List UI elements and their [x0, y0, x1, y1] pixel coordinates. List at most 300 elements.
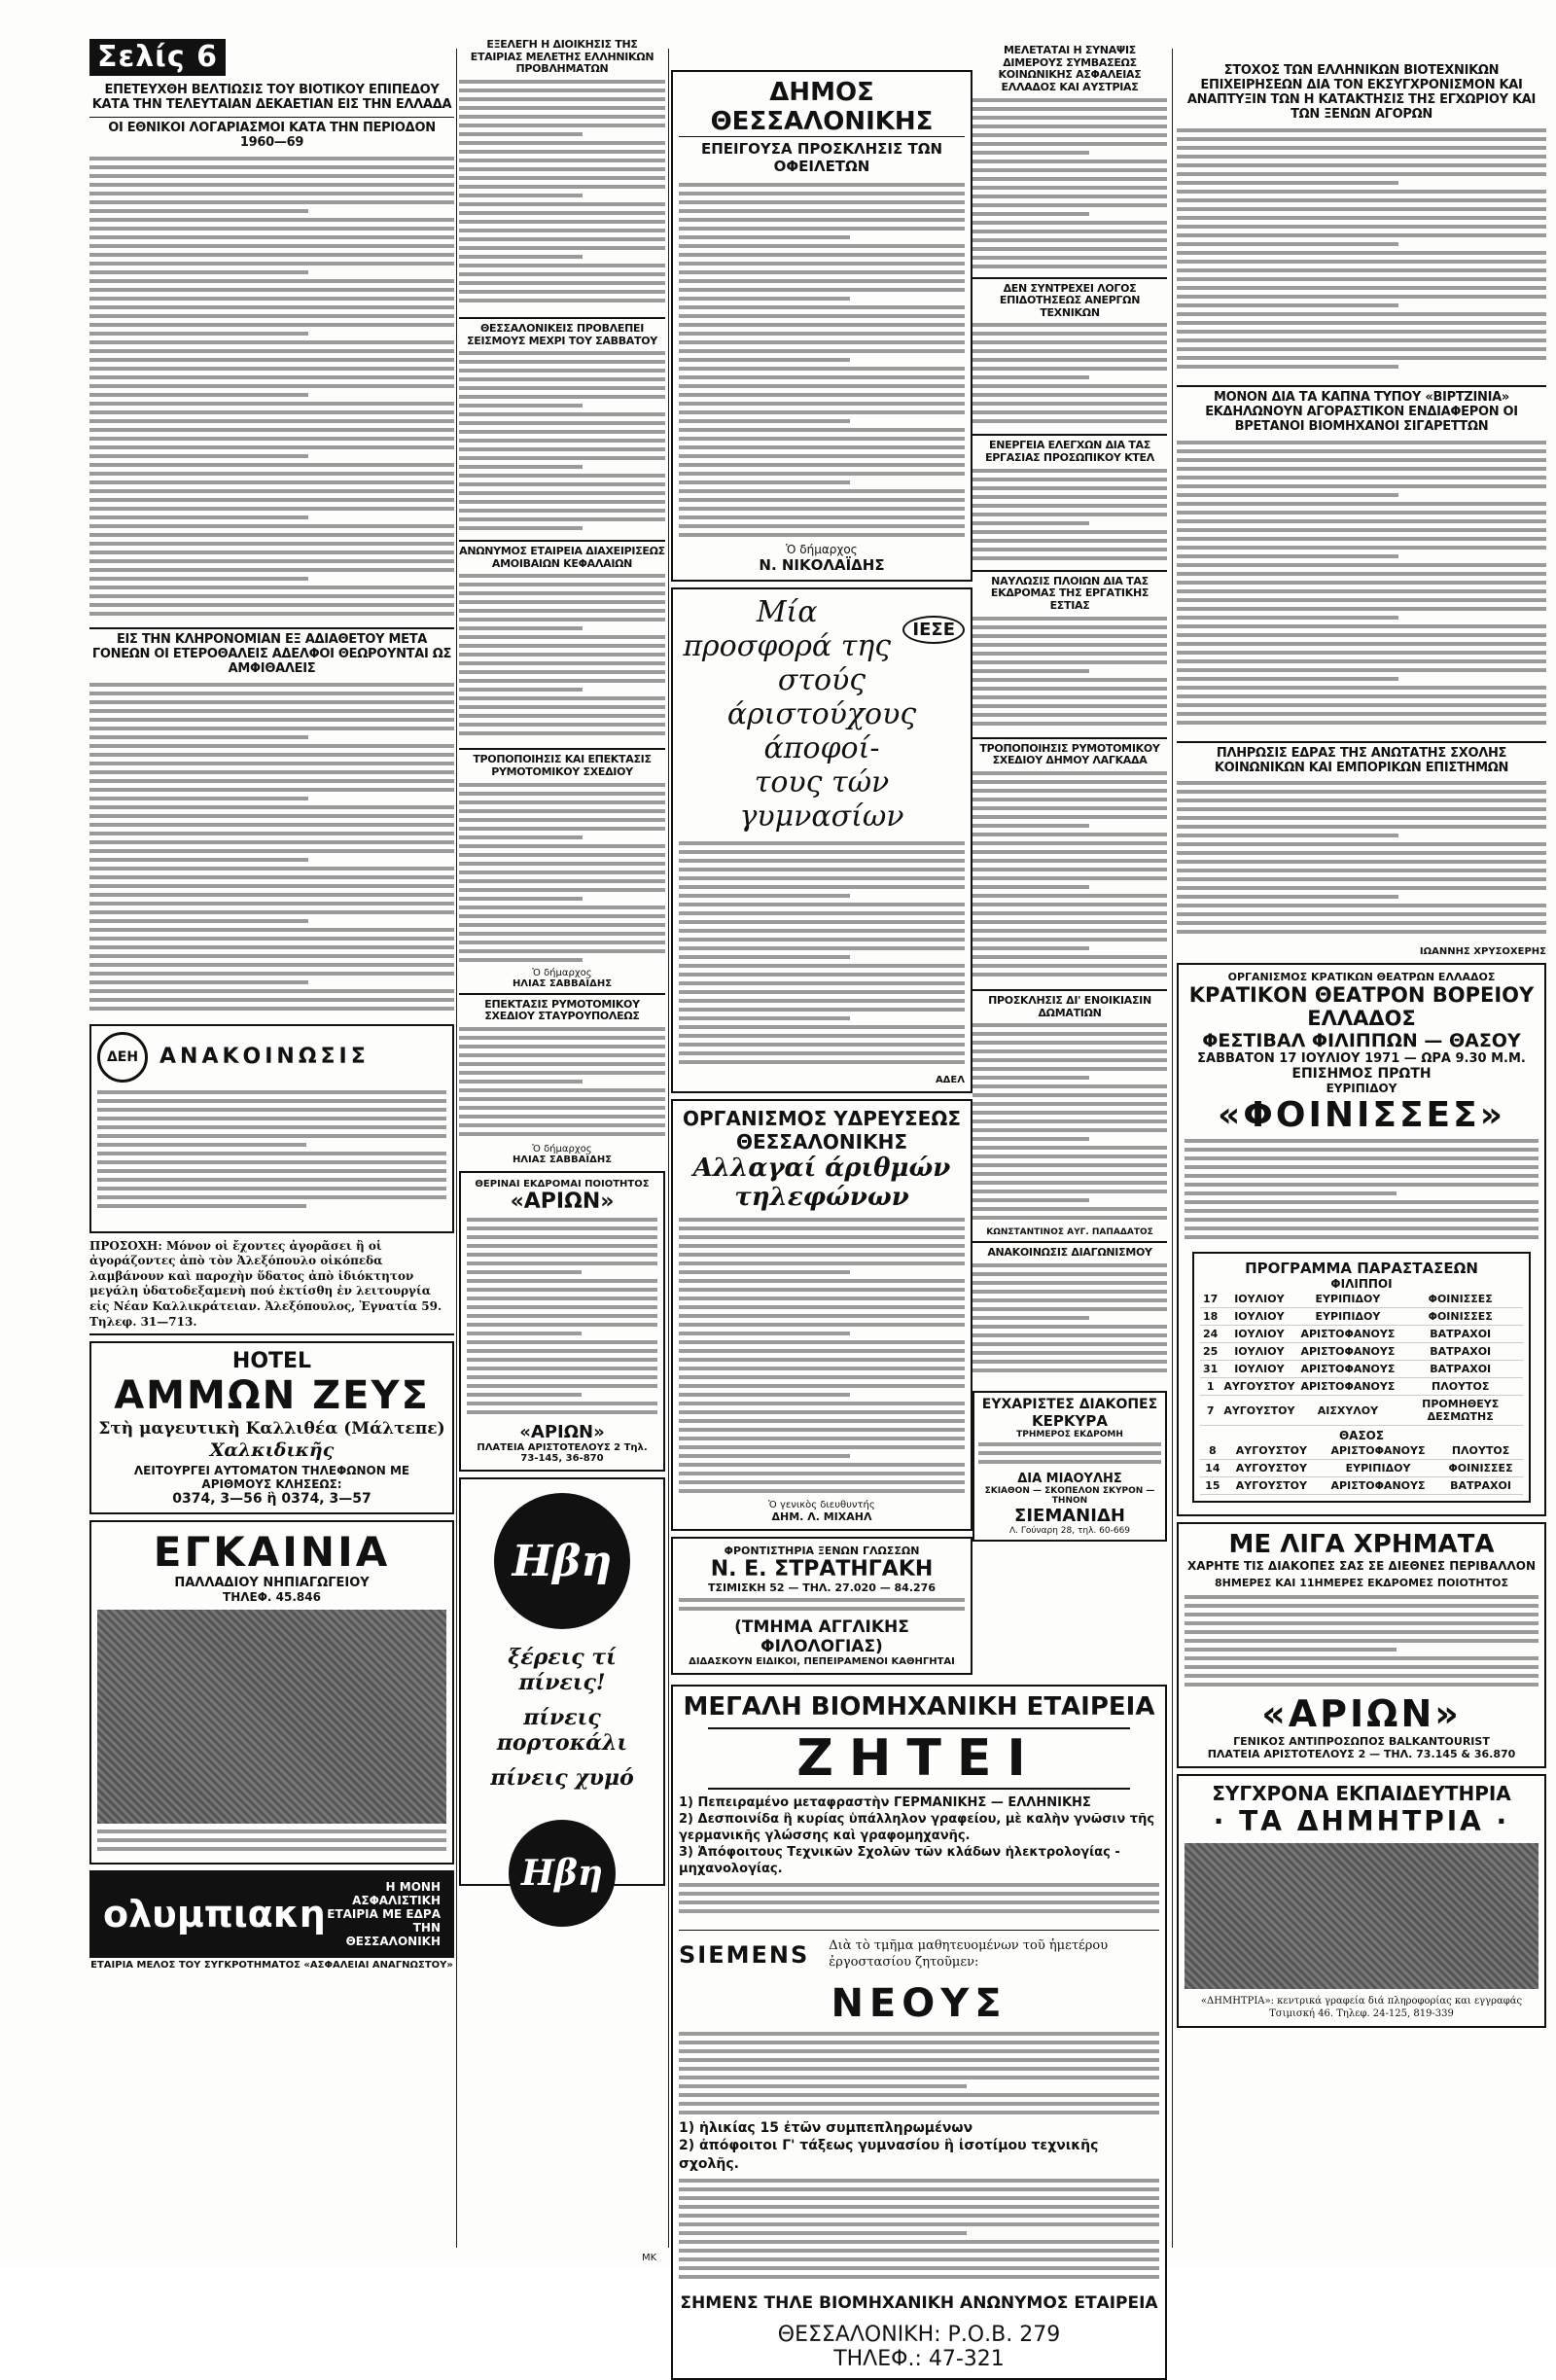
text-line [89, 332, 308, 336]
article-body [89, 683, 454, 1018]
text-line [459, 299, 665, 302]
programme-row [1200, 1326, 1523, 1343]
text-line [1177, 347, 1546, 351]
text-line [972, 1111, 1167, 1115]
text-line [1177, 895, 1398, 899]
text-line [97, 1108, 446, 1112]
page-number-badge: Σελίς 6 [89, 39, 226, 76]
text-line [459, 897, 583, 901]
text-line [679, 367, 965, 371]
text-line [679, 489, 965, 493]
text-line [972, 1198, 1089, 1202]
text-line [1177, 321, 1546, 325]
ivi-ad [459, 1477, 665, 1895]
text-line [1177, 589, 1546, 593]
programme-cell: ΕΥΡΙΠΙΔΟΥ [1318, 1460, 1438, 1477]
text-line [679, 218, 965, 222]
text-line [459, 705, 665, 709]
text-line [978, 1442, 1161, 1446]
programme-row [1200, 1291, 1523, 1308]
programme-cell: ΒΑΤΡΑΧΟΙ [1438, 1477, 1523, 1495]
article-body [459, 783, 665, 968]
text-line [1177, 260, 1546, 264]
text-line [1177, 312, 1546, 316]
programme-row [1200, 1396, 1523, 1426]
text-line [1177, 598, 1546, 602]
text-line [459, 600, 665, 604]
text-line [89, 954, 454, 958]
article-headline: ΤΡΟΠΟΠΟΙΗΣΙΣ ΡΥΜΟΤΟΜΙΚΟΥ ΣΧΕΔΙΟΥ ΔΗΜΟΥ ΛΑΓΚΑΔΑ [979, 741, 1160, 767]
article-headline: ΝΑΥΛΩΣΙΣ ΠΛΟΙΩΝ ΔΙΑ ΤΑΣ ΕΚΔΡΟΜΑΣ ΤΗΣ ΕΡΓΑΤΙΚΗΣ ΕΣΤΙΑΣ [990, 574, 1149, 613]
dimitria-kicker: ΣΥΓΧΡΟΝΑ ΕΚΠΑΙΔΕΥΤΗΡΙΑ [1212, 1782, 1511, 1806]
water-phone-list [679, 1218, 965, 1500]
text-line [89, 270, 308, 274]
text-line [1177, 198, 1546, 202]
text-line [89, 437, 454, 441]
footer-mark: ΜΚ [642, 2253, 657, 2263]
text-line [679, 2249, 1159, 2253]
text-line [972, 625, 1167, 629]
text-line [459, 237, 665, 241]
text-line [972, 938, 1167, 941]
text-line [89, 559, 454, 563]
article-body [89, 157, 454, 623]
egkainia-tel: ΤΗΛΕΦ. 45.846 [223, 1590, 321, 1605]
siemens-item: 1) Πεπειραμένο μεταφραστὴν ΓΕΡΜΑΝΙΚΗΣ — ΕΛΛΗΝΙΚΗΣ [679, 1795, 1091, 1810]
strat-name: Ν. Ε. ΣΤΡΑΤΗΓΑΚΗ [710, 1557, 934, 1581]
text-line [89, 858, 308, 862]
text-line [89, 200, 454, 204]
text-line [679, 1051, 965, 1055]
text-line [972, 806, 1167, 810]
text-line [679, 894, 850, 898]
kerkyra-title: ΕΥΧΑΡΙΣΤΕΣ ΔΙΑΚΟΠΕΣ [981, 1396, 1158, 1412]
text-line [459, 583, 665, 586]
article-headline: ΕΞΕΛΕΓΗ Η ΔΙΟΙΚΗΣΙΣ ΤΗΣ ΕΤΑΙΡΙΑΣ ΜΕΛΕΤΗΣ ΕΛΛΗΝΙΚΩΝ ΠΡΟΒΛΗΜΑΤΩΝ [470, 38, 654, 76]
programme-cell: ΦΟΙΝΙΣΣΕΣ [1397, 1291, 1523, 1308]
text-line [679, 1270, 850, 1274]
text-line [679, 1253, 965, 1257]
text-line [679, 1034, 965, 1038]
iese-body [679, 841, 965, 1075]
text-line [459, 644, 665, 648]
ivi-logo-icon: Ηβη [509, 1820, 616, 1927]
text-line [972, 340, 1167, 344]
text-line [972, 798, 1167, 801]
text-line [459, 80, 665, 84]
text-line [459, 202, 665, 206]
column-e [1177, 64, 1546, 2248]
olympiaki-tagline: Η ΜΟΝΗ ΑΣΦΑΛΙΣΤΙΚΗ ΕΤΑΙΡΙΑ ΜΕ ΕΔΡΑ ΤΗΝ ΘΕΣΣΑΛΟΝΙΚΗ [327, 1880, 441, 1949]
text-line [1185, 1674, 1538, 1678]
text-line [459, 958, 583, 962]
text-line [89, 192, 454, 195]
article-body [972, 323, 1167, 430]
text-line [89, 980, 308, 984]
text-line [1185, 1148, 1538, 1152]
text-line [459, 696, 665, 700]
text-line [89, 472, 454, 476]
text-line [972, 504, 1167, 508]
siemens-item: 2) Δεσποινίδα ἢ κυρίας ὑπάλληλον γραφείου, μὲ καλὴν γνῶσιν τῆς γερμανικῆς γλώσσης καὶ γραφομηχανῆς. [679, 1811, 1155, 1843]
programme-cell: ΙΟΥΛΙΟΥ [1220, 1308, 1297, 1326]
text-line [679, 533, 965, 537]
text-line [972, 1181, 1167, 1185]
strat-dept: (ΤΜΗΜΑ ΑΓΓΛΙΚΗΣ ΦΙΛΟΛΟΓΙΑΣ) [734, 1617, 909, 1656]
column-rule [668, 49, 669, 2248]
text-line [972, 634, 1167, 638]
text-line [972, 841, 1167, 845]
text-line [679, 209, 965, 213]
text-line [679, 1437, 965, 1440]
text-line [679, 964, 965, 968]
text-line [679, 981, 965, 985]
text-line [459, 679, 665, 683]
text-line [679, 2084, 967, 2088]
kerkyra-islands: ΣΚΙΑΘΟΝ — ΣΚΟΠΕΛΟΝ ΣΚΥΡΟΝ — ΤΗΝΟΝ [984, 1485, 1155, 1506]
school-building-photo [1185, 1843, 1538, 1989]
text-line [972, 1290, 1167, 1294]
text-line [1177, 268, 1546, 272]
text-line [459, 1053, 665, 1057]
article-headline: ΑΝΩΝΥΜΟΣ ΕΤΑΙΡΕΙΑ ΔΙΑΧΕΙΡΙΣΕΩΣ ΑΜΟΙΒΑΙΩΝ ΚΕΦΑΛΑΙΩΝ [459, 545, 665, 570]
text-line [679, 410, 965, 414]
article-headline: ΘΕΣΣΑΛΟΝΙΚΕΙΣ ΠΡΟΒΛΕΠΕΙ ΣΕΙΣΜΟΥΣ ΜΕΧΡΙ ΤΟΥ ΣΑΒΒΑΤΟΥ [467, 321, 657, 347]
text-line [459, 430, 665, 434]
travel-sub: ΧΑΡΗΤΕ ΤΙΣ ΔΙΑΚΟΠΕΣ ΣΑΣ ΣΕ ΔΙΕΘΝΕΣ ΠΕΡΙΒΑΛΛΟΝ [1186, 1559, 1537, 1574]
text-line [459, 412, 665, 416]
text-line [459, 386, 665, 390]
text-line [89, 718, 454, 722]
text-line [1177, 449, 1546, 453]
text-line [459, 176, 665, 180]
text-line [972, 713, 1167, 717]
programme-venue: ΦΙΛΙΠΠΟΙ [1330, 1277, 1393, 1292]
text-line [1177, 721, 1546, 725]
iese-signoff: ΑΔΕΛ [935, 1075, 965, 1085]
text-line [679, 419, 850, 423]
text-line [972, 789, 1167, 793]
text-line [89, 788, 454, 792]
text-line [972, 410, 1167, 414]
text-line [459, 491, 665, 495]
text-line [459, 185, 665, 189]
text-line [467, 1384, 657, 1388]
text-line [89, 577, 308, 581]
text-line [459, 290, 665, 294]
text-line [679, 1445, 965, 1449]
text-line [89, 480, 454, 484]
programme-row [1200, 1477, 1523, 1495]
text-line [89, 998, 454, 1002]
iese-line: Μία προσφορά της [683, 595, 892, 663]
text-line [89, 893, 454, 897]
text-line [459, 862, 665, 866]
text-line [679, 428, 965, 432]
text-line [972, 1216, 1167, 1220]
programme-title: ΠΡΟΓΡΑΜΜΑ ΠΑΡΑΣΤΑΣΕΩΝ [1245, 1260, 1478, 1278]
text-line [89, 814, 454, 818]
programme-cell: ΑΡΙΣΤΟΦΑΝΟΥΣ [1297, 1343, 1397, 1361]
programme-cell: 25 [1200, 1343, 1220, 1361]
text-line [89, 288, 454, 292]
text-line [89, 972, 454, 976]
iese-line: τους τών γυμνασίων [739, 765, 904, 834]
text-line [459, 1097, 665, 1101]
programme-cell: 17 [1200, 1291, 1220, 1308]
signoff-name: ΗΛΙΑΣ ΣΑΒΒΑΪΔΗΣ [512, 1154, 613, 1166]
hotel-region: Χαλκιδικῆς [209, 1439, 335, 1462]
text-line [1177, 365, 1398, 369]
programme-cell: ΙΟΥΛΙΟΥ [1220, 1291, 1297, 1308]
text-line [89, 393, 308, 397]
text-line [972, 1325, 1167, 1329]
text-line [459, 229, 665, 232]
article-body [972, 469, 1167, 566]
text-line [89, 402, 454, 406]
text-line [1177, 207, 1546, 211]
text-line [1177, 921, 1546, 925]
article-body [459, 1027, 665, 1144]
programme-table-thasos [1200, 1442, 1523, 1495]
travel-body [1185, 1595, 1538, 1692]
text-line [679, 1261, 965, 1265]
travel-address: ΠΛΑΤΕΙΑ ΑΡΙΣΤΟΤΕΛΟΥΣ 2 — ΤΗΛ. 73.145 & 36.870 [1207, 1748, 1516, 1761]
text-line [1177, 668, 1546, 672]
text-line [972, 1307, 1167, 1311]
text-line [1185, 1174, 1538, 1178]
text-line [972, 265, 1167, 268]
text-line [1177, 493, 1398, 497]
programme-cell: ΙΟΥΛΙΟΥ [1220, 1343, 1297, 1361]
programme-cell: ΙΟΥΛΙΟΥ [1220, 1361, 1297, 1378]
text-line [467, 1358, 657, 1362]
text-line [972, 704, 1167, 708]
text-line [1185, 1630, 1538, 1634]
text-line [972, 903, 1167, 906]
text-line [1177, 694, 1546, 698]
text-line [89, 305, 454, 309]
text-line [972, 1298, 1167, 1302]
text-line [97, 1090, 446, 1094]
text-line [89, 445, 454, 449]
text-line [459, 1062, 665, 1066]
text-line [459, 369, 665, 373]
text-line [89, 244, 454, 248]
text-line [1177, 476, 1546, 480]
text-line [459, 661, 665, 665]
text-line [97, 1204, 306, 1208]
text-line [459, 609, 665, 613]
text-line [459, 360, 665, 364]
article-headline: ΕΙΣ ΤΗΝ ΚΛΗΡΟΝΟΜΙΑΝ ΕΞ ΑΔΙΑΘΕΤΟΥ ΜΕΤΑ ΓΟΝΕΩΝ ΟΙ ΕΤΕΡΟΘΑΛΕΙΣ ΑΔΕΛΦΟΙ ΘΕΩΡΟΥΝΤΑΙ ΩΣ ΑΜΦΙΘΑΛΕΙΣ [91, 631, 452, 676]
text-line [1185, 1656, 1538, 1660]
text-line [679, 1402, 965, 1405]
text-line [679, 1358, 965, 1362]
article-headline: ΕΠΕΤΕΥΧΘΗ ΒΕΛΤΙΩΣΙΣ ΤΟΥ ΒΙΟΤΙΚΟΥ ΕΠΙΠΕΔΟΥ ΚΑΤΑ ΤΗΝ ΤΕΛΕΥΤΑΙΑΝ ΔΕΚΑΕΤΙΑΝ ΕΙΣ ΤΗΝ ΕΛΛΑΔΑ [91, 83, 452, 112]
text-line [89, 507, 454, 511]
text-line [467, 1340, 657, 1344]
article-body [972, 98, 1167, 273]
text-line [679, 332, 965, 336]
text-line [459, 1036, 665, 1040]
text-line [679, 1226, 965, 1230]
text-line [679, 183, 965, 187]
dimos-body [679, 183, 965, 543]
text-line [459, 351, 665, 355]
text-line [459, 465, 583, 469]
text-line [97, 1169, 446, 1173]
text-line [467, 1226, 657, 1230]
text-line [679, 2257, 1159, 2261]
text-line [89, 586, 454, 589]
programme-cell: ΑΡΙΣΤΟΦΑΝΟΥΣ [1318, 1477, 1438, 1495]
text-line [459, 526, 583, 530]
text-line [459, 377, 665, 381]
iese-logo-icon: ΙΕΣΕ [902, 616, 965, 644]
text-line [89, 323, 454, 327]
text-line [679, 1279, 965, 1283]
arion-kicker: ΘΕΡΙΝΑΙ ΕΚΔΡΟΜΑΙ ΠΟΙΟΤΗΤΟΣ [475, 1179, 650, 1190]
hotel-phone-label: ΛΕΙΤΟΥΡΓΕΙ ΑΥΤΟΜΑΤΟΝ ΤΗΛΕΦΩΝΟΝ ΜΕ ΑΡΙΘΜΟΥΣ ΚΛΗΣΕΩΣ: [133, 1464, 410, 1492]
text-line [972, 367, 1167, 371]
text-line [679, 1428, 965, 1432]
text-line [1177, 703, 1546, 707]
dei-logo-icon: ΔΕΗ [97, 1032, 148, 1083]
programme-row [1200, 1378, 1523, 1396]
text-line [89, 551, 454, 554]
text-line [1177, 163, 1546, 167]
ivi-logo-icon: Ηβη [494, 1493, 630, 1629]
column-rule [1172, 49, 1173, 2248]
dimos-announcement [671, 70, 972, 582]
text-line [972, 911, 1167, 915]
text-line [679, 1314, 965, 1318]
text-line [467, 1270, 582, 1274]
text-line [97, 1847, 446, 1851]
text-line [972, 1067, 1167, 1071]
text-line [89, 805, 454, 809]
text-line [459, 914, 665, 918]
text-line [972, 521, 1089, 525]
text-line [1177, 251, 1546, 255]
text-line [459, 1045, 665, 1048]
text-line [972, 151, 1089, 155]
text-line [972, 478, 1167, 481]
text-line [679, 349, 965, 353]
text-line [1177, 807, 1546, 811]
text-line [679, 1480, 965, 1484]
text-line [972, 402, 1167, 406]
programme-cell: ΒΑΤΡΑΧΟΙ [1397, 1343, 1523, 1361]
text-line [97, 1117, 446, 1120]
text-line [1177, 869, 1546, 872]
text-line [89, 524, 454, 528]
theatre-author: ΕΥΡΙΠΙΔΟΥ [1326, 1082, 1397, 1096]
text-line [972, 186, 1167, 190]
text-line [97, 1829, 446, 1833]
text-line [679, 2275, 1159, 2279]
text-line [89, 253, 454, 257]
text-line [459, 818, 665, 822]
text-line [1177, 155, 1546, 159]
text-line [459, 1123, 665, 1127]
text-line [89, 910, 454, 914]
text-line [679, 938, 965, 941]
theatre-premiere: ΕΠΙΣΗΜΟΣ ΠΡΩΤΗ [1291, 1066, 1432, 1083]
kerkyra-place: ΚΕΡΚΥΡΑ [1032, 1411, 1108, 1430]
text-line [972, 771, 1167, 775]
text-line [467, 1367, 657, 1370]
text-line [459, 246, 665, 250]
text-line [89, 840, 454, 844]
theatre-date: ΣΑΒΒΑΤΟΝ 17 ΙΟΥΛΙΟΥ 1971 — ΩΡΑ 9.30 Μ.Μ. [1197, 1051, 1526, 1067]
programme-cell: ΑΥΓΟΥΣΤΟΥ [1220, 1378, 1297, 1396]
olympiaki-footer: ΕΤΑΙΡΙΑ ΜΕΛΟΣ ΤΟΥ ΣΥΓΚΡΟΤΗΜΑΤΟΣ «ΑΣΦΑΛΕΙΑΙ ΑΝΑΓΝΩΣΤΟΥ» [90, 1960, 453, 1971]
text-line [679, 1463, 965, 1467]
text-line [972, 660, 1167, 664]
siemens-intro: Διὰ τὸ τμῆμα μαθητευομένων τοῦ ἡμετέρου ἐργοστασίου ζητοῦμεν: [829, 1938, 1109, 1971]
text-line [1177, 781, 1546, 785]
text-line [459, 688, 583, 692]
text-line [679, 463, 965, 467]
theatre-play: «ΦΟΙΝΙΣΣΕΣ» [1217, 1095, 1505, 1136]
text-line [679, 885, 965, 889]
programme-row [1200, 1460, 1523, 1477]
text-line [459, 618, 665, 622]
iese-ad [671, 587, 972, 1093]
text-line [972, 876, 1167, 880]
text-line [459, 421, 665, 425]
text-line [679, 1244, 965, 1248]
text-line [89, 875, 454, 879]
text-line [1177, 484, 1546, 488]
text-line [972, 548, 1167, 551]
programme-cell: 7 [1200, 1396, 1220, 1426]
text-line [459, 1106, 665, 1110]
text-line [1177, 904, 1546, 907]
arion-name: «ΑΡΙΩΝ» [519, 1422, 605, 1443]
text-line [679, 279, 965, 283]
text-line [89, 542, 454, 546]
text-line [89, 692, 454, 695]
text-line [459, 500, 665, 504]
text-line [972, 1058, 1167, 1062]
text-line [467, 1279, 657, 1283]
text-line [972, 349, 1167, 353]
text-line [972, 1281, 1167, 1285]
text-line [1177, 860, 1546, 864]
text-line [459, 150, 665, 154]
text-line [972, 1076, 1089, 1080]
text-line [97, 1195, 446, 1199]
article-headline: ΑΝΑΚΟΙΝΩΣΙΣ ΔΙΑΓΩΝΙΣΜΟΥ [987, 1246, 1152, 1260]
text-line [972, 1272, 1167, 1276]
dimitria-name: · ΤΑ ΔΗΜΗΤΡΙΑ · [1213, 1805, 1510, 1838]
travel-agent: ΓΕΝΙΚΟΣ ΑΝΤΙΠΡΟΣΩΠΟΣ BALKANTOURIST [1233, 1735, 1490, 1749]
text-line [679, 1375, 965, 1379]
programme-cell: ΑΡΙΣΤΟΦΑΝΟΥΣ [1297, 1378, 1397, 1396]
article-body [1177, 128, 1546, 381]
text-line [467, 1297, 657, 1300]
text-line [459, 792, 665, 796]
text-line [679, 1454, 850, 1458]
text-line [972, 212, 1089, 216]
text-line [89, 867, 454, 870]
strat-kicker: ΦΡΟΝΤΙΣΤΗΡΙΑ ΞΕΝΩΝ ΓΛΩΣΣΩΝ [724, 1545, 920, 1557]
text-line [459, 272, 665, 276]
text-line [1177, 277, 1546, 281]
